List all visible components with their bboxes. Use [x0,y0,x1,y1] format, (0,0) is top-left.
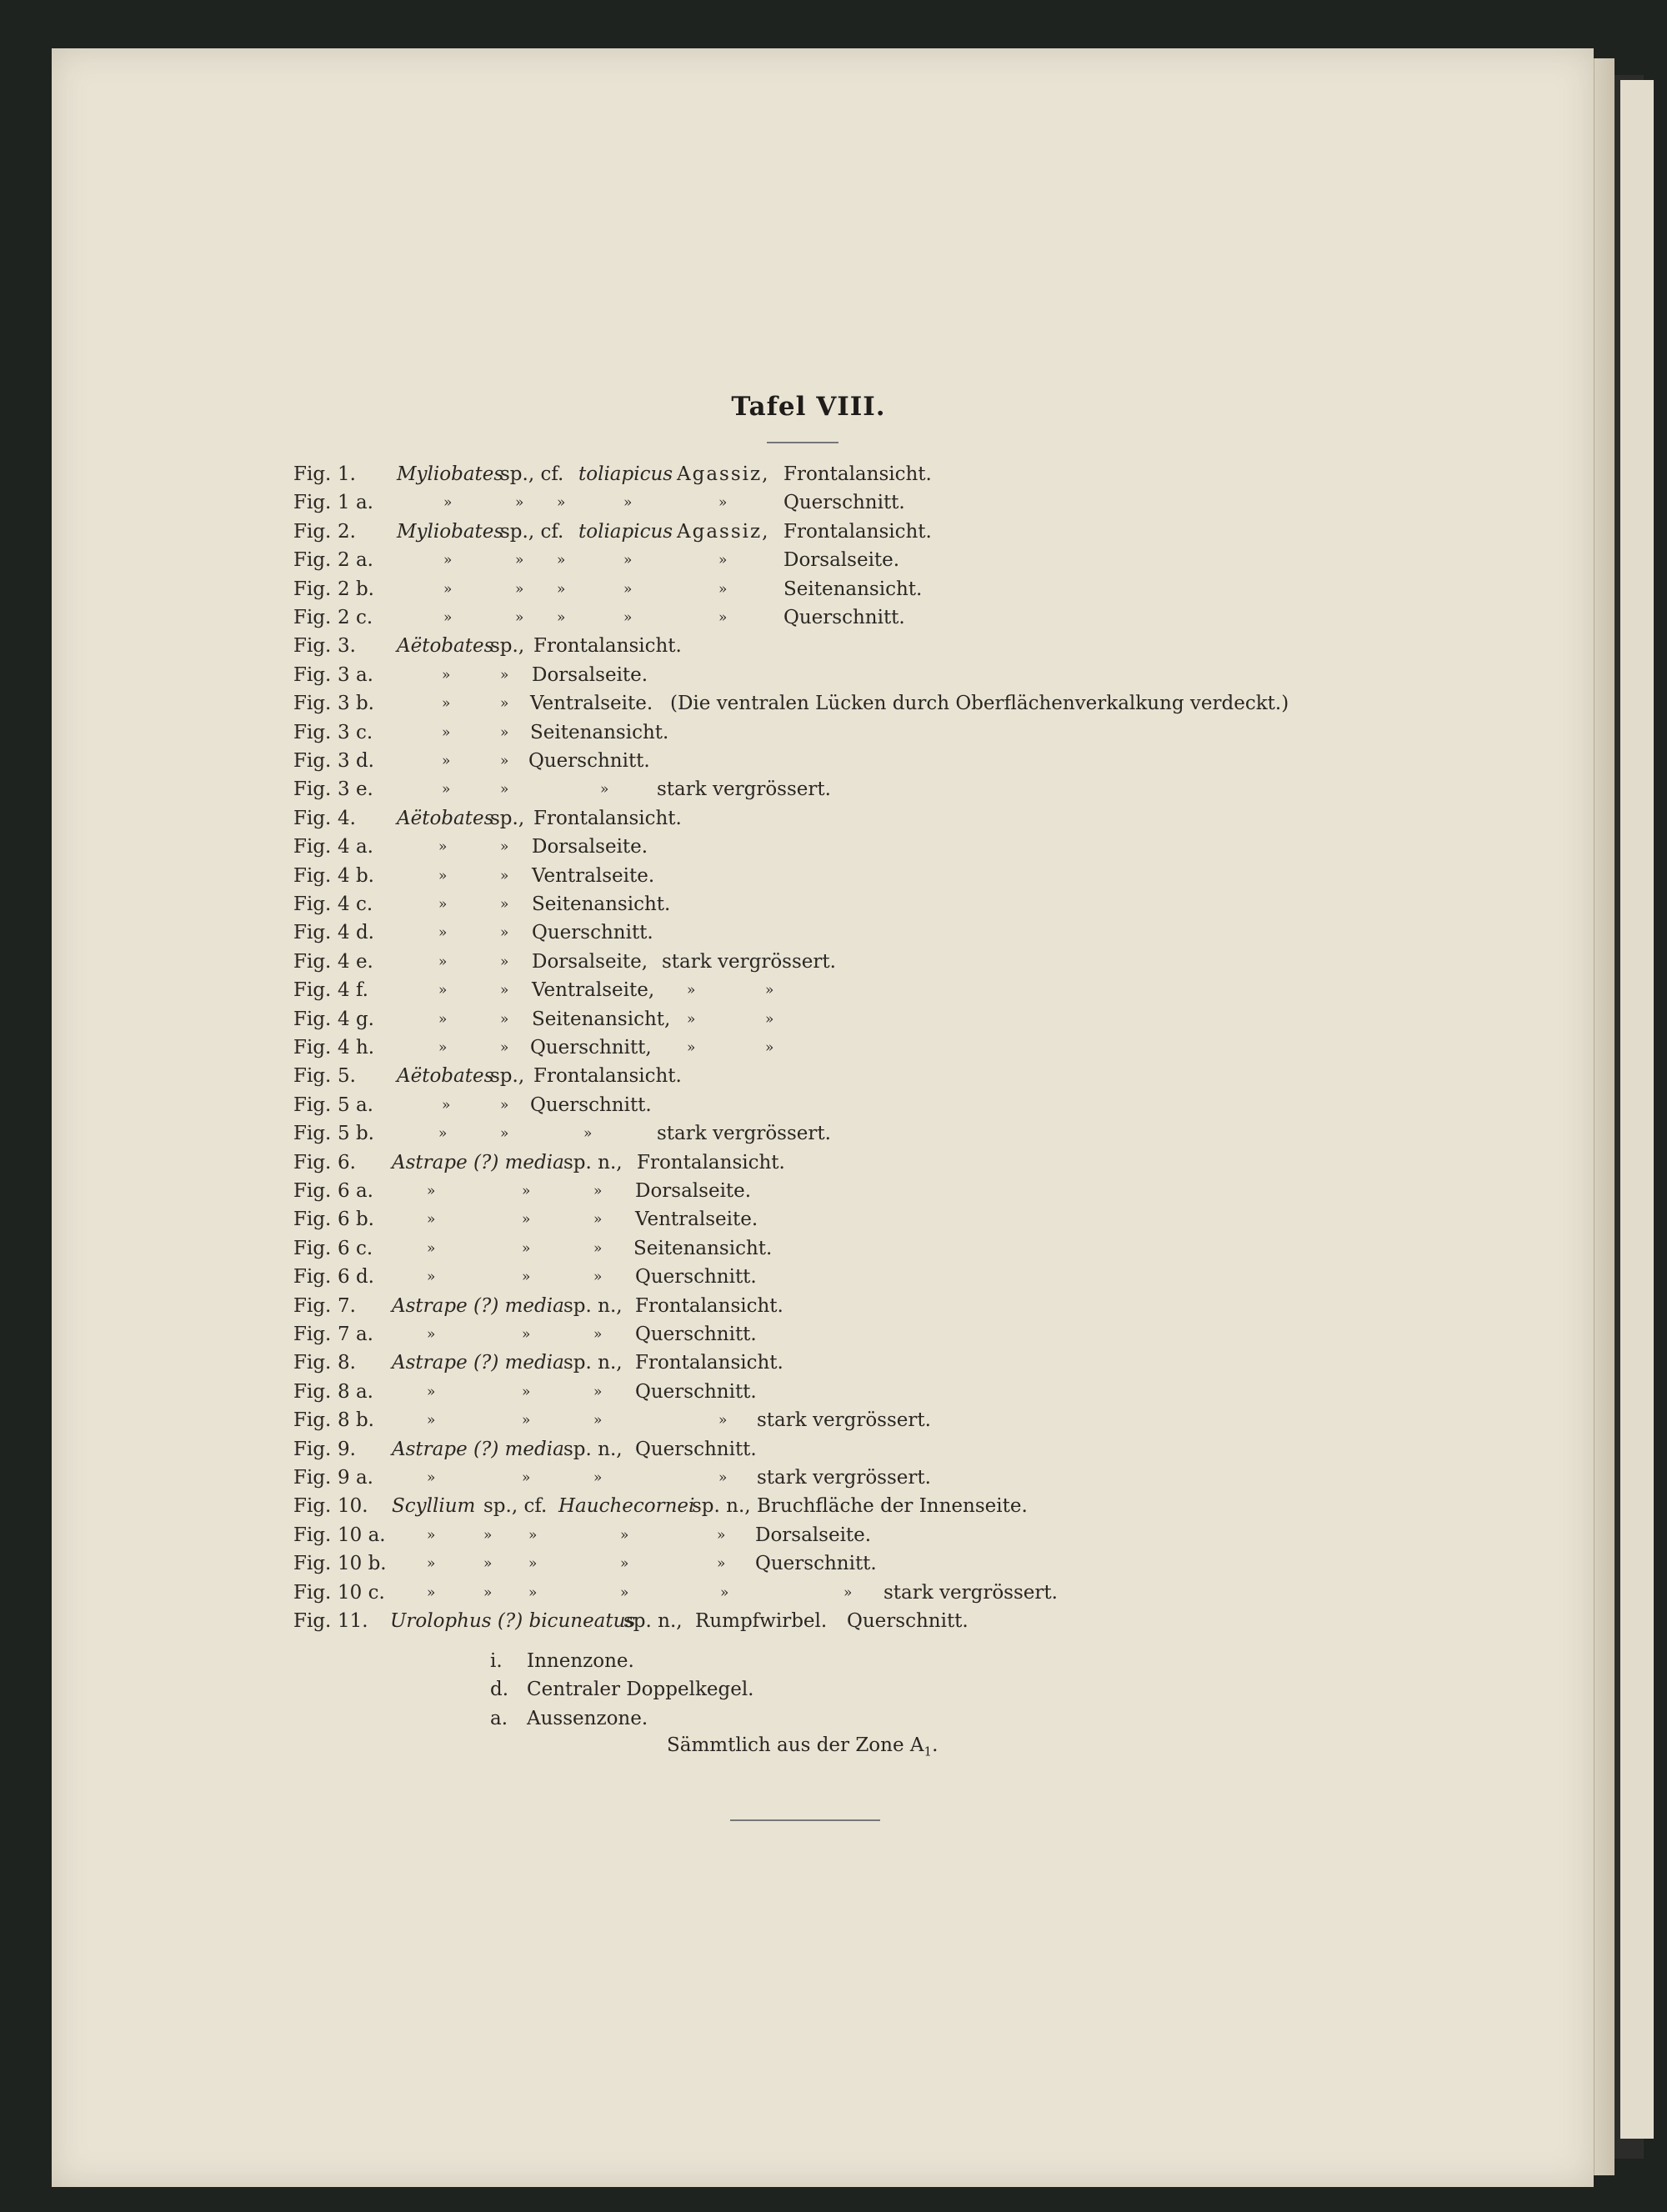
ditto-mark: » [522,1211,531,1229]
description-text: Dorsalseite. [532,663,648,686]
taxon-name: Aëtobates [397,1065,494,1088]
description-text: Querschnitt. [783,492,905,514]
ditto-mark: » [427,1526,436,1544]
fig-label: Fig. [293,864,332,887]
ditto-mark: » [528,1526,538,1544]
fig-label: Fig. [293,1581,332,1604]
ditto-mark: » [500,695,509,713]
ditto-mark: » [522,1469,531,1486]
fig-number: 3 e. [338,778,373,801]
description-text: Querschnitt. [847,1610,969,1632]
description-text: sp. n., [692,1495,751,1518]
ditto-mark: » [522,1412,531,1429]
legend-value: Aussenzone. [527,1707,648,1729]
description-text: stark vergrössert. [757,1467,931,1489]
taxon-name: Aëtobates [397,807,494,829]
fig-number: 3. [338,635,356,658]
ditto-mark: » [522,1326,531,1343]
fig-label: Fig. [293,1180,332,1202]
ditto-mark: » [557,580,566,598]
description-text: sp. n., [563,1352,623,1374]
ditto-mark: » [442,723,451,741]
description-text: Frontalansicht. [533,635,682,658]
fig-label: Fig. [293,893,332,915]
ditto-mark: » [500,753,509,769]
fig-label: Fig. [293,836,332,858]
fig-number: 2 a. [338,549,373,572]
fig-number: 1 a. [338,492,373,514]
ditto-mark: » [427,1183,436,1199]
description-text: Dorsalseite. [532,836,648,858]
legend-key: i. [490,1650,503,1672]
description-text: Querschnitt. [783,607,905,628]
description-text: Seitenansicht. [783,578,923,600]
description-text: Dorsalseite. [755,1524,872,1546]
ditto-mark: » [500,666,509,683]
bottom-rule [730,1819,880,1821]
fig-number: 6 d. [338,1266,374,1289]
ditto-mark: » [442,753,451,769]
ditto-mark: » [438,924,448,942]
fig-number: 3 b. [338,693,374,715]
description-text: Ventralseite, [532,979,655,1002]
fig-label: Fig. [293,1553,332,1575]
fig-number: 7 a. [338,1324,373,1345]
ditto-mark: » [500,896,509,913]
fig-number: 1. [338,463,356,485]
description-text: (Die ventralen Lücken durch Oberflächenverkalkung verdeckt.) [670,693,1289,715]
ditto-mark: » [765,982,774,999]
fig-number: 5 a. [338,1093,373,1116]
description-text: Ventralseite. [532,864,655,887]
fig-number: 6. [338,1151,356,1174]
description-text: Querschnitt. [635,1380,757,1403]
legend-value: Centraler Doppelkegel. [527,1679,754,1701]
ditto-mark: » [500,1039,509,1056]
fig-number: 10 b. [338,1553,387,1575]
fig-label: Fig. [293,1065,332,1088]
ditto-mark: » [438,1039,448,1056]
fig-number: 3 c. [338,721,373,743]
fig-number: 4 h. [338,1037,375,1058]
fig-number: 3 a. [338,663,373,686]
fig-number: 4 g. [338,1008,374,1030]
description-text: Dorsalseite. [783,549,900,572]
fig-number: 11. [338,1610,368,1632]
ditto-mark: » [718,580,728,598]
ditto-mark: » [500,1125,509,1143]
fig-label: Fig. [293,549,332,572]
fig-label: Fig. [293,1237,332,1259]
fig-label: Fig. [293,1467,332,1489]
ditto-mark: » [515,494,524,512]
ditto-mark: » [442,666,451,683]
fig-label: Fig. [293,1409,332,1432]
fig-number: 2. [338,520,356,543]
description-text: Frontalansicht. [783,463,932,485]
description-text: Ventralseite. [635,1209,758,1231]
ditto-mark: » [718,494,728,512]
ditto-mark: » [438,982,448,999]
fig-label: Fig. [293,1151,332,1174]
fig-number: 6 c. [338,1237,373,1259]
ditto-mark: » [765,1010,774,1028]
fig-number: 5 b. [338,1123,374,1145]
summary-end: . [932,1734,939,1756]
description-text: Querschnitt. [635,1324,757,1345]
ditto-mark: » [483,1584,493,1601]
fig-number: 10. [338,1495,368,1518]
ditto-mark: » [438,1125,448,1143]
ditto-mark: » [438,1010,448,1028]
ditto-mark: » [528,1584,538,1601]
ditto-mark: » [438,867,448,884]
ditto-mark: » [593,1412,603,1429]
ditto-mark: » [718,552,728,569]
taxon-name: Astrape (?) media [392,1352,564,1374]
ditto-mark: » [427,1584,436,1601]
description-text: Frontalansicht. [533,807,682,829]
description-text: Frontalansicht. [533,1065,682,1088]
fig-label: Fig. [293,492,332,514]
ditto-mark: » [427,1239,436,1257]
fig-label: Fig. [293,950,332,973]
fig-label: Fig. [293,979,332,1002]
ditto-mark: » [522,1183,531,1199]
description-text: sp., [490,807,525,829]
fig-label: Fig. [293,807,332,829]
description-text: Querschnitt. [635,1266,757,1289]
taxon-name: Astrape (?) media [392,1438,564,1460]
fig-number: 4 f. [338,979,368,1002]
ditto-mark: » [427,1326,436,1343]
description-text: stark vergrössert. [662,950,836,973]
ditto-mark: » [623,494,633,512]
ditto-mark: » [717,1555,726,1573]
ditto-mark: » [443,494,453,512]
zone-subscript: 1 [924,1744,933,1759]
description-text: sp., [490,1065,525,1088]
taxon-name: toliapicus [578,520,673,543]
ditto-mark: » [500,1096,509,1114]
fig-label: Fig. [293,778,332,801]
title-rule [767,442,839,443]
fig-label: Fig. [293,663,332,686]
ditto-mark: » [593,1383,603,1400]
summary-text: Sämmtlich aus der Zone A [667,1734,924,1756]
ditto-mark: » [438,953,448,970]
fig-number: 9. [338,1438,356,1460]
description-text: Querschnitt. [532,922,653,944]
description-text: sp., cf. [483,1495,548,1518]
ditto-mark: » [718,1469,728,1486]
legend-value: Innenzone. [527,1650,634,1672]
description-text: Seitenansicht. [633,1237,773,1259]
fig-label: Fig. [293,1294,332,1317]
description-text: Querschnitt. [755,1553,877,1575]
description-text: Querschnitt. [530,1093,652,1116]
description-text: Frontalansicht. [783,520,932,543]
ditto-mark: » [500,723,509,741]
fig-label: Fig. [293,1610,332,1632]
ditto-mark: » [427,1412,436,1429]
ditto-mark: » [515,552,524,569]
description-text: Seitenansicht. [530,721,669,743]
description-text: Dorsalseite, [532,950,648,973]
fig-number: 3 d. [338,750,374,772]
ditto-mark: » [528,1555,538,1573]
ditto-mark: » [557,552,566,569]
ditto-mark: » [620,1555,629,1573]
ditto-mark: » [515,609,524,626]
description-text: Bruchfläche der Innenseite. [757,1495,1028,1518]
description-text: Seitenansicht. [532,893,671,915]
legend-key: d. [490,1679,509,1701]
ditto-mark: » [557,494,566,512]
description-text: Frontalansicht. [635,1294,783,1317]
ditto-mark: » [620,1584,629,1601]
description-text: Frontalansicht. [637,1151,785,1174]
taxon-name: Myliobates [397,463,504,485]
fig-label: Fig. [293,1495,332,1518]
fig-label: Fig. [293,520,332,543]
fig-number: 10 c. [338,1581,385,1604]
fig-number: 8 b. [338,1409,374,1432]
description-text: Querschnitt. [635,1438,757,1460]
ditto-mark: » [720,1584,729,1601]
ditto-mark: » [500,1010,509,1028]
ditto-mark: » [427,1469,436,1486]
summary-line [667,1731,938,1766]
ditto-mark: » [442,1096,451,1114]
taxon-name: Aëtobates [397,635,494,658]
description-text: Rumpfwirbel. [695,1610,828,1632]
fig-number: 9 a. [338,1467,373,1489]
fig-label: Fig. [293,1209,332,1231]
fig-number: 6 b. [338,1209,374,1231]
fig-label: Fig. [293,1266,332,1289]
fig-number: 7. [338,1294,356,1317]
ditto-mark: » [593,1239,603,1257]
ditto-mark: » [442,781,451,798]
fig-label: Fig. [293,1438,332,1460]
ditto-mark: » [583,1125,593,1143]
ditto-mark: » [500,781,509,798]
description-text: Frontalansicht. [635,1352,783,1374]
ditto-mark: » [500,924,509,942]
ditto-mark: » [718,1412,728,1429]
ditto-mark: » [427,1383,436,1400]
ditto-mark: » [438,896,448,913]
fig-label: Fig. [293,1123,332,1145]
fig-number: 2 c. [338,607,373,628]
fig-number: 8 a. [338,1380,373,1403]
ditto-mark: » [483,1555,493,1573]
ditto-mark: » [522,1383,531,1400]
ditto-mark: » [623,580,633,598]
description-text: sp., cf. [500,463,564,485]
ditto-mark: » [443,580,453,598]
ditto-mark: » [443,609,453,626]
taxon-name: Scyllium [392,1495,476,1518]
ditto-mark: » [687,1010,696,1028]
ditto-mark: » [593,1269,603,1286]
ditto-mark: » [500,867,509,884]
ditto-mark: » [717,1526,726,1544]
ditto-mark: » [765,1039,774,1056]
fig-label: Fig. [293,1037,332,1058]
next-page-edge [1620,80,1654,2139]
ditto-mark: » [593,1211,603,1229]
description-text: sp. n., [623,1610,683,1632]
description-text: Querschnitt, [530,1037,652,1058]
fig-number: 4 b. [338,864,374,887]
ditto-mark: » [427,1555,436,1573]
description-text: Ventralseite. [530,693,653,715]
fig-label: Fig. [293,922,332,944]
fig-label: Fig. [293,578,332,600]
ditto-mark: » [438,838,448,856]
fig-label: Fig. [293,1352,332,1374]
fig-number: 4 d. [338,922,374,944]
taxon-name: Astrape (?) media [392,1151,564,1174]
fig-number: 4. [338,807,356,829]
ditto-mark: » [442,695,451,713]
ditto-mark: » [593,1469,603,1486]
description-text: stark vergrössert. [657,778,831,801]
fig-label: Fig. [293,750,332,772]
ditto-mark: » [623,552,633,569]
ditto-mark: » [844,1584,853,1601]
taxon-name: Hauchecornei [558,1495,695,1518]
taxon-name: Urolophus (?) bicuneatus [390,1610,636,1632]
fig-label: Fig. [293,1524,332,1546]
description-text: Querschnitt. [528,750,650,772]
description-text: sp. n., [563,1294,623,1317]
fig-label: Fig. [293,1324,332,1345]
ditto-mark: » [500,953,509,970]
ditto-mark: » [500,982,509,999]
fig-label: Fig. [293,1008,332,1030]
ditto-mark: » [522,1239,531,1257]
ditto-mark: » [483,1526,493,1544]
fig-number: 4 a. [338,836,373,858]
plate-title: Tafel VIII. [731,392,886,422]
description-text: sp., [490,635,525,658]
fig-number: 5. [338,1065,356,1088]
description-text: Dorsalseite. [635,1180,752,1202]
fig-label: Fig. [293,1093,332,1116]
page-edge [1594,58,1614,2175]
description-text: Agassiz, [677,520,770,543]
fig-label: Fig. [293,1380,332,1403]
fig-label: Fig. [293,693,332,715]
description-text: Seitenansicht, [532,1008,671,1030]
description-text: stark vergrössert. [657,1123,831,1145]
taxon-name: Myliobates [397,520,504,543]
description-text: sp., cf. [500,520,564,543]
fig-label: Fig. [293,635,332,658]
ditto-mark: » [522,1269,531,1286]
description-text: Agassiz, [677,463,770,485]
ditto-mark: » [600,781,609,798]
fig-number: 2 b. [338,578,374,600]
description-text: sp. n., [563,1151,623,1174]
fig-label: Fig. [293,463,332,485]
ditto-mark: » [557,609,566,626]
taxon-name: toliapicus [578,463,673,485]
ditto-mark: » [687,982,696,999]
ditto-mark: » [515,580,524,598]
description-text: stark vergrössert. [757,1409,931,1432]
legend-key: a. [490,1707,508,1729]
fig-number: 4 c. [338,893,373,915]
ditto-mark: » [427,1211,436,1229]
ditto-mark: » [427,1269,436,1286]
description-text: stark vergrössert. [884,1581,1058,1604]
ditto-mark: » [718,609,728,626]
ditto-mark: » [687,1039,696,1056]
fig-number: 10 a. [338,1524,386,1546]
ditto-mark: » [620,1526,629,1544]
ditto-mark: » [623,609,633,626]
ditto-mark: » [593,1183,603,1199]
document-page [52,48,1594,2187]
fig-number: 4 e. [338,950,373,973]
fig-number: 6 a. [338,1180,373,1202]
ditto-mark: » [500,838,509,856]
ditto-mark: » [443,552,453,569]
description-text: sp. n., [563,1438,623,1460]
taxon-name: Astrape (?) media [392,1294,564,1317]
fig-label: Fig. [293,607,332,628]
ditto-mark: » [593,1326,603,1343]
fig-number: 8. [338,1352,356,1374]
fig-label: Fig. [293,721,332,743]
